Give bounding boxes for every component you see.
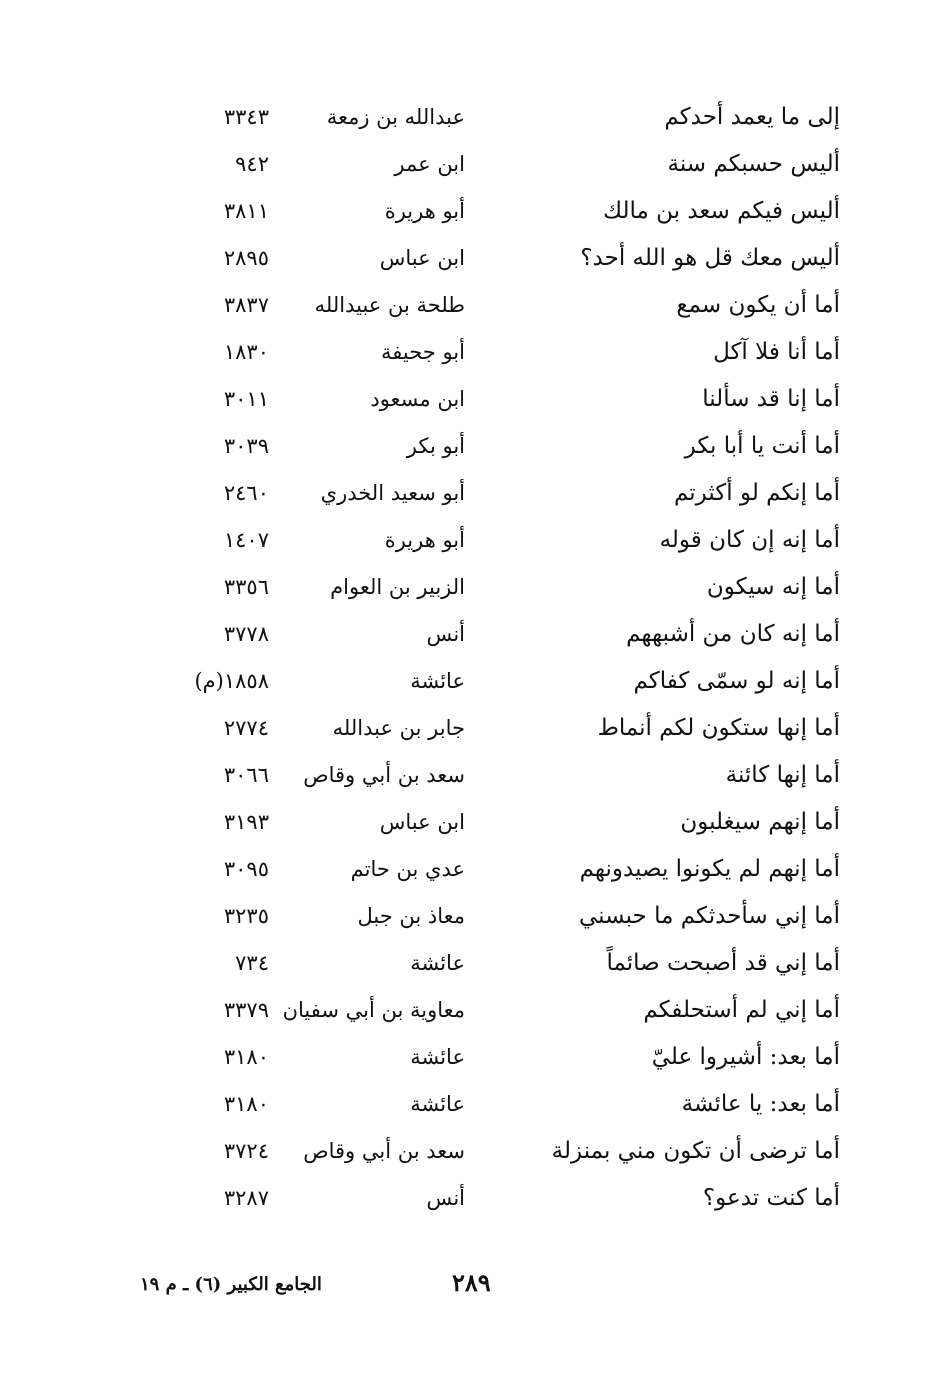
hadith-number: ٣٣٧٩ [223, 998, 269, 1022]
hadith-phrase: أما إنه لو سمّى كفاكم [633, 668, 840, 694]
narrator-name: عدي بن حاتم [350, 857, 465, 881]
narrator-name: سعد بن أبي وقاص [303, 763, 465, 787]
narrator-name: الزبير بن العوام [330, 575, 465, 599]
narrator-name: أبو هريرة [384, 528, 465, 552]
hadith-phrase: أليس حسبكم سنة [667, 151, 840, 177]
index-row [150, 141, 850, 188]
narrator-name: أبو هريرة [384, 199, 465, 223]
index-row [150, 94, 850, 141]
narrator-name: ابن عمر [394, 152, 465, 176]
hadith-number: ٢٧٧٤ [223, 716, 269, 740]
hadith-number: ٣٣٤٣ [223, 105, 269, 129]
index-row [150, 564, 850, 611]
hadith-number: ٣٢٨٧ [223, 1186, 269, 1210]
narrator-name: عائشة [410, 669, 465, 693]
narrator-name: ابن عباس [379, 246, 465, 270]
hadith-phrase: أليس فيكم سعد بن مالك [603, 198, 840, 224]
hadith-phrase: أما أنت يا أبا بكر [684, 433, 840, 459]
hadith-index-table [150, 94, 850, 1222]
hadith-phrase: أما بعد: أشيروا عليّ [651, 1044, 840, 1070]
index-row [150, 282, 850, 329]
narrator-name: سعد بن أبي وقاص [303, 1139, 465, 1163]
hadith-phrase: أما ترضى أن تكون مني بمنزلة [551, 1138, 840, 1164]
hadith-number: ٣٠٩٥ [223, 857, 269, 881]
narrator-name: معاوية بن أبي سفيان [282, 998, 465, 1022]
hadith-phrase: أما إنا قد سألنا [702, 386, 840, 412]
narrator-name: أبو بكر [406, 434, 465, 458]
index-row [150, 188, 850, 235]
index-row [150, 1175, 850, 1222]
hadith-phrase: أليس معك قل هو الله أحد؟ [580, 245, 840, 271]
narrator-name: أنس [426, 1186, 465, 1210]
index-row [150, 517, 850, 564]
narrator-name: طلحة بن عبيدالله [314, 293, 465, 317]
narrator-name: ابن مسعود [370, 387, 465, 411]
index-row [150, 376, 850, 423]
hadith-number: ٣١٨٠ [223, 1092, 269, 1116]
index-row [150, 658, 850, 705]
index-row [150, 1034, 850, 1081]
hadith-number: ١٨٥٨(م) [194, 669, 269, 693]
index-row [150, 705, 850, 752]
narrator-name: معاذ بن جبل [357, 904, 465, 928]
hadith-phrase: أما إنهم لم يكونوا يصيدونهم [579, 856, 840, 882]
narrator-name: عائشة [410, 1092, 465, 1116]
hadith-phrase: أما إني قد أصبحت صائماً [606, 950, 840, 976]
index-row [150, 846, 850, 893]
index-row [150, 611, 850, 658]
hadith-phrase: أما كنت تدعو؟ [702, 1185, 840, 1211]
hadith-phrase: أما إنه سيكون [706, 574, 840, 600]
index-row [150, 799, 850, 846]
hadith-phrase: أما إنها ستكون لكم أنماط [597, 715, 840, 741]
hadith-number: ٣٣٥٦ [223, 575, 269, 599]
narrator-name: جابر بن عبدالله [332, 716, 465, 740]
hadith-number: ١٨٣٠ [223, 340, 269, 364]
hadith-phrase: أما أنا فلا آكل [713, 339, 840, 365]
hadith-number: ٣٨١١ [223, 199, 269, 223]
hadith-phrase: أما بعد: يا عائشة [681, 1091, 840, 1117]
hadith-number: ٣٠٣٩ [223, 434, 269, 458]
narrator-name: ابن عباس [379, 810, 465, 834]
narrator-name: أنس [426, 622, 465, 646]
index-row [150, 329, 850, 376]
hadith-number: ٣٨٣٧ [223, 293, 269, 317]
hadith-phrase: أما أن يكون سمع [676, 292, 840, 318]
index-row [150, 423, 850, 470]
hadith-phrase: أما إنكم لو أكثرتم [673, 480, 840, 506]
hadith-number: ٣٧٧٨ [223, 622, 269, 646]
narrator-name: عبدالله بن زمعة [326, 105, 465, 129]
hadith-number: ٣١٨٠ [223, 1045, 269, 1069]
hadith-number: ٣١٩٣ [223, 810, 269, 834]
index-row [150, 940, 850, 987]
page-number: ٢٨٩ [452, 1268, 491, 1297]
hadith-number: ٣٠١١ [223, 387, 269, 411]
hadith-number: ٩٤٢ [235, 152, 269, 176]
hadith-number: ٣٧٢٤ [223, 1139, 269, 1163]
hadith-number: ٢٤٦٠ [223, 481, 269, 505]
hadith-number: ١٤٠٧ [223, 528, 269, 552]
hadith-number: ٧٣٤ [235, 951, 269, 975]
index-row [150, 1128, 850, 1175]
hadith-number: ٣٠٦٦ [223, 763, 269, 787]
hadith-number: ٢٨٩٥ [223, 246, 269, 270]
index-row [150, 987, 850, 1034]
hadith-phrase: أما إنها كائنة [725, 762, 840, 788]
index-row [150, 470, 850, 517]
index-row [150, 1081, 850, 1128]
index-row [150, 893, 850, 940]
hadith-phrase: أما إنه كان من أشبههم [626, 621, 840, 647]
hadith-number: ٣٢٣٥ [223, 904, 269, 928]
narrator-name: عائشة [410, 1045, 465, 1069]
hadith-phrase: أما إني سأحدثكم ما حبسني [578, 903, 840, 929]
hadith-phrase: أما إني لم أستحلفكم [643, 997, 840, 1023]
hadith-phrase: أما إنه إن كان قوله [659, 527, 840, 553]
hadith-phrase: إلى ما يعمد أحدكم [664, 104, 840, 130]
book-signature: الجامع الكبير (٦) ـ م ١٩ [140, 1274, 322, 1295]
narrator-name: أبو جحيفة [381, 340, 465, 364]
narrator-name: عائشة [410, 951, 465, 975]
page-footer [0, 1268, 934, 1308]
hadith-phrase: أما إنهم سيغلبون [680, 809, 840, 835]
index-row [150, 235, 850, 282]
index-row [150, 752, 850, 799]
narrator-name: أبو سعيد الخدري [320, 481, 465, 505]
